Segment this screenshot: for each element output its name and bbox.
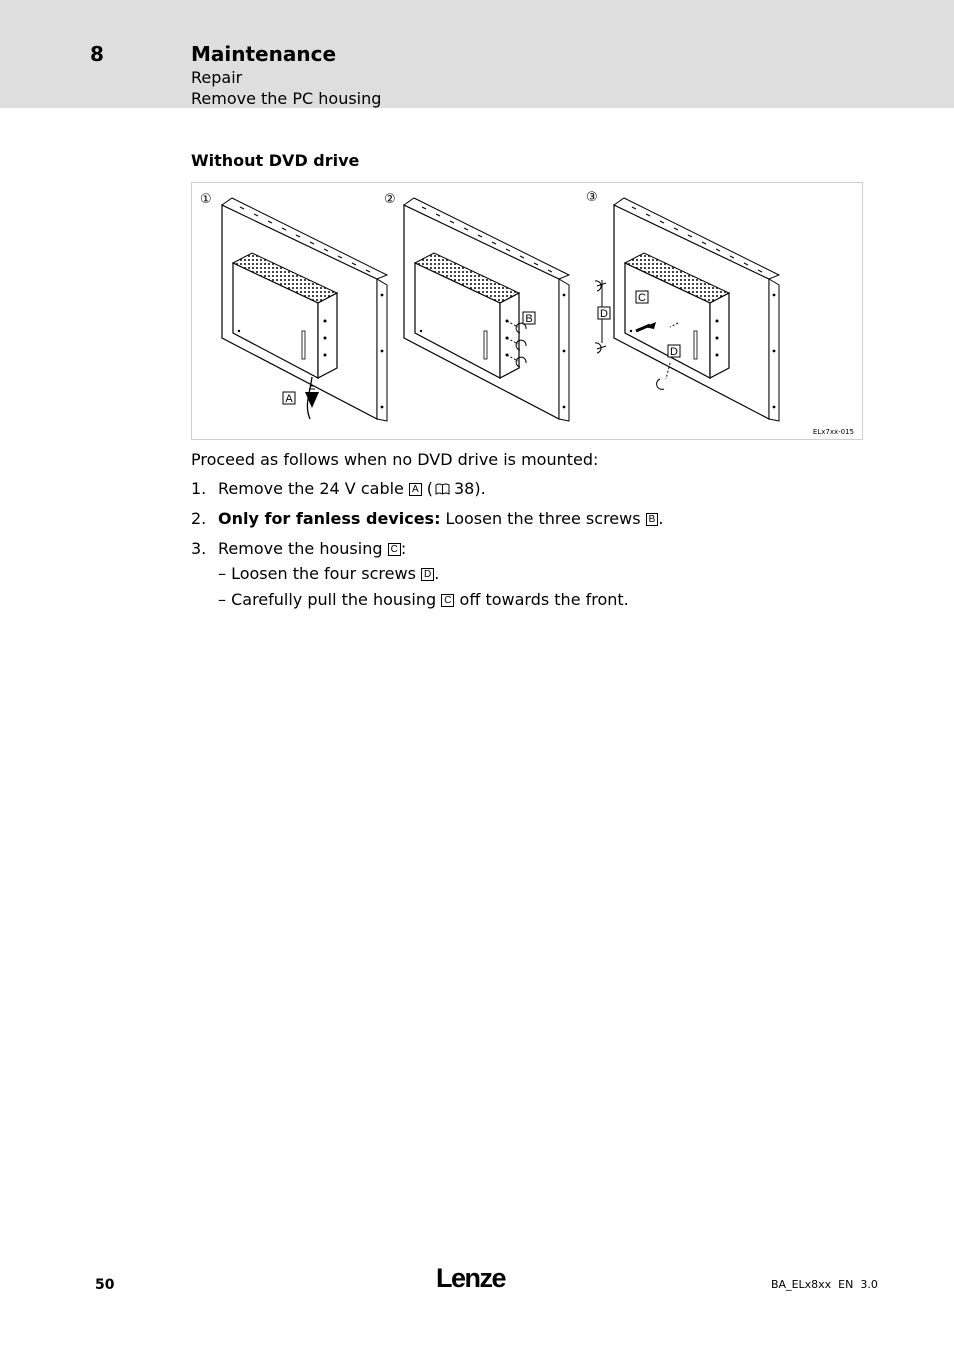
substep-1-end: . <box>434 564 440 583</box>
step-marker-1: ① <box>200 192 212 207</box>
page-number: 50 <box>95 1277 115 1293</box>
label-b: B <box>525 313 533 325</box>
manual-reference-icon <box>435 483 450 495</box>
section-heading: Without DVD drive <box>191 151 360 170</box>
substep-2 <box>218 590 629 609</box>
figure-id: ELx7xx-015 <box>812 428 854 436</box>
step-2-number: 2. <box>191 509 207 528</box>
substep-2-label: C <box>441 594 454 607</box>
step-1-text: Remove the 24 V cable <box>218 479 404 498</box>
step-1-illustration <box>222 198 387 421</box>
chapter-title: Maintenance <box>191 42 337 66</box>
step-2-label: B <box>646 513 659 526</box>
label-d-bottom: D <box>670 346 678 358</box>
document-id: BA_ELx8xx EN 3.0 <box>771 1278 878 1291</box>
lenze-logo: Lenze <box>436 1263 506 1293</box>
step-1-label: A <box>409 483 422 496</box>
substep-2-text: – Carefully pull the housing <box>218 590 437 609</box>
step-1-page-ref: 38). <box>454 479 486 498</box>
figure-remove-housing <box>191 182 863 440</box>
label-a: A <box>285 393 293 405</box>
step-2-text: Loosen the three screws <box>440 509 641 528</box>
step-2-bold: Only for fanless devices: <box>218 509 441 528</box>
step-3-end: : <box>400 539 407 558</box>
step-2-end: . <box>658 509 664 528</box>
substep-2-end: off towards the front. <box>459 590 629 609</box>
substep-1-label: D <box>421 568 434 581</box>
label-c: C <box>638 292 646 304</box>
step-2-illustration <box>404 198 569 421</box>
intro-text: Proceed as follows when no DVD drive is mounted: <box>191 450 599 469</box>
breadcrumb-remove-housing: Remove the PC housing <box>191 89 382 108</box>
step-3-label: C <box>388 543 401 556</box>
step-3-illustration <box>595 198 779 421</box>
step-1-number: 1. <box>191 479 207 498</box>
step-marker-2: ② <box>384 192 396 207</box>
header-band <box>0 0 954 108</box>
step-3-number: 3. <box>191 539 207 558</box>
step-3-text: Remove the housing <box>218 539 383 558</box>
breadcrumb-repair: Repair <box>191 68 243 87</box>
figure-illustration <box>192 183 864 441</box>
chapter-number: 8 <box>90 42 104 66</box>
step-marker-3: ③ <box>586 190 598 205</box>
step-1-paren: ( <box>426 479 433 498</box>
substep-1-text: – Loosen the four screws <box>218 564 416 583</box>
substep-1 <box>218 564 439 583</box>
label-d-left: D <box>600 308 608 320</box>
